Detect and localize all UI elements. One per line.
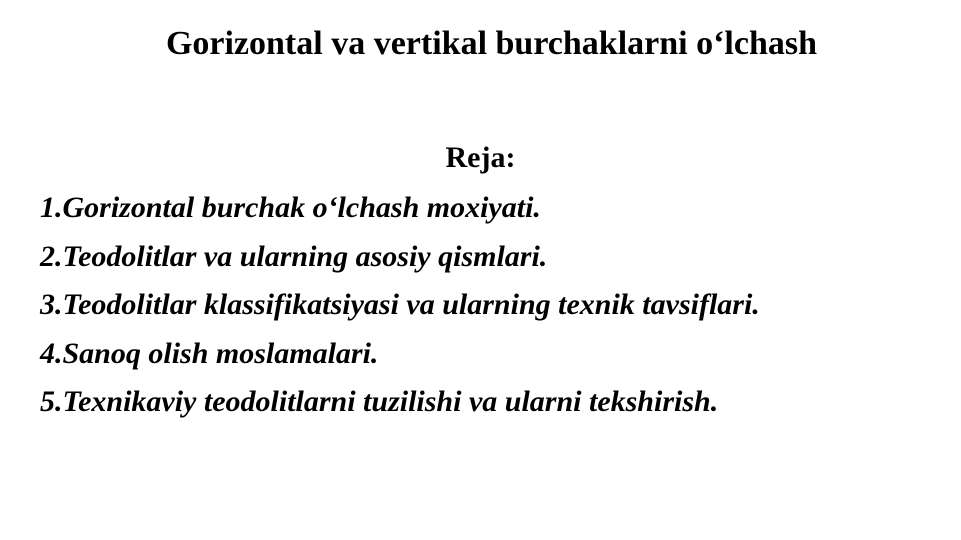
plan-item-5: 5.Texnikaviy teodolitlarni tuzilishi va ularni tekshirish. (40, 385, 719, 418)
slide-title: Gorizontal va vertikal burchaklarni o‘lchash (165, 25, 818, 62)
plan-item-4: 4.Sanoq olish moslamalari. (40, 336, 379, 370)
plan-item-2: 2.Teodolitlar va ularning asosiy qismlari. (40, 239, 548, 273)
plan-heading: Reja: (445, 141, 516, 174)
plan-list (40, 184, 760, 427)
plan-item-1: 1.Gorizontal burchak o‘lchash moxiyati. (40, 191, 541, 224)
plan-item-3: 3.Teodolitlar klassifikatsiyasi va ularning texnik tavsiflari. (40, 288, 760, 321)
